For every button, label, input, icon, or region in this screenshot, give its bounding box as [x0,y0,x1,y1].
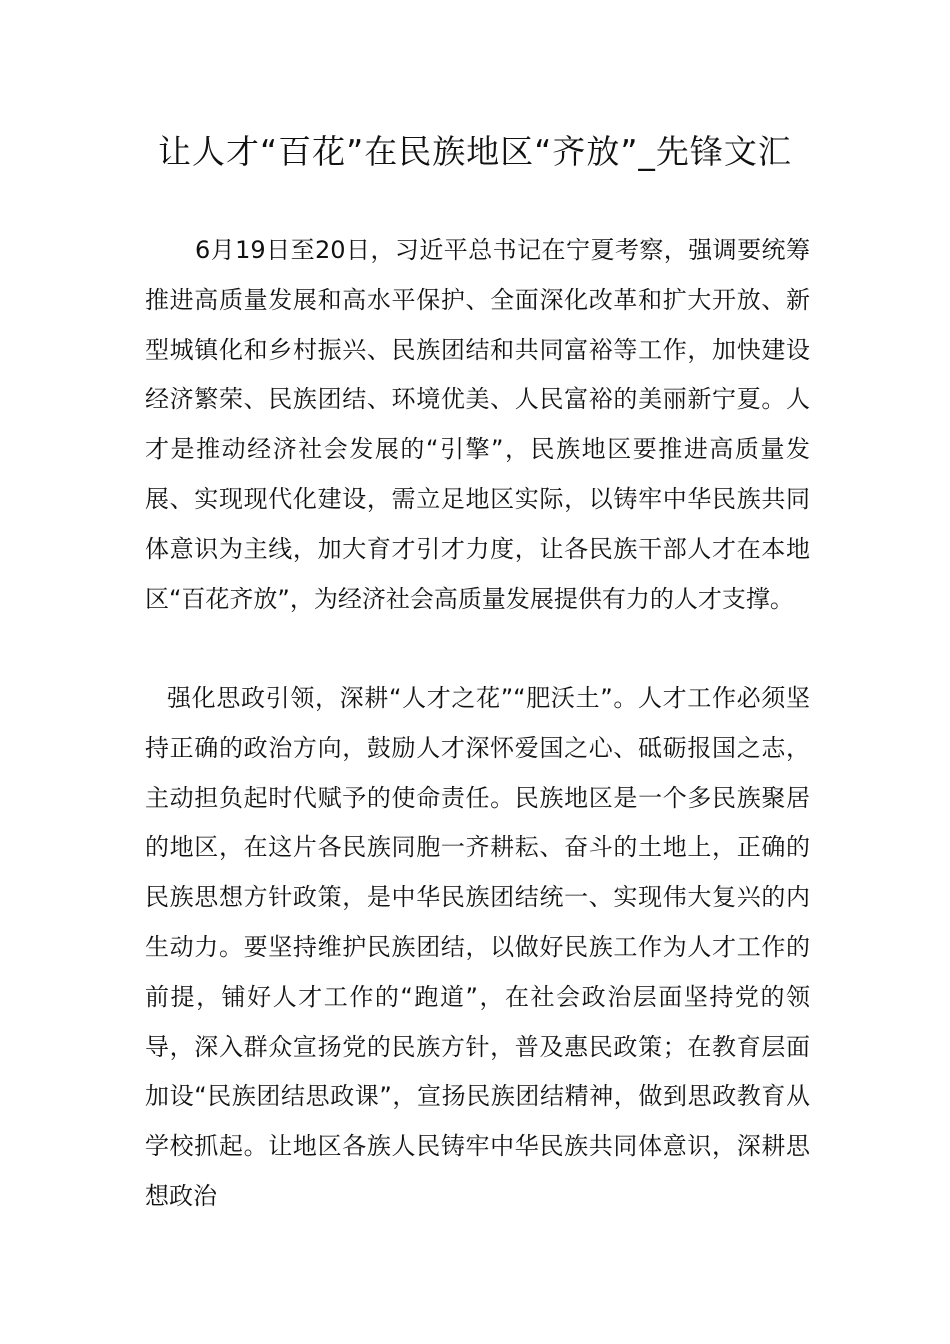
paragraph-1: 6月19日至20日，习近平总书记在宁夏考察，强调要统筹推进高质量发展和高水平保护、全面深化改革和扩大开放、新型城镇化和乡村振兴、民族团结和共同富裕等工作，加快建设经济繁荣、民族团结、环境优美、人民富裕的美丽新宁夏。人才是推动经济社会发展的“引擎”，民族地区要推进高质量发展、实现现代化建设，需立足地区实际，以铸牢中华民族共同体意识为主线，加大育才引才力度，让各民族干部人才在本地区“百花齐放”，为经济社会高质量发展提供有力的人才支撑。 [145,236,810,613]
document-title: 让人才“百花”在民族地区“齐放”_先锋文汇 [158,132,792,171]
paragraph-2: 强化思政引领，深耕“人才之花”“肥沃土”。人才工作必须坚持正确的政治方向，鼓励人才深怀爱国之心、砥砺报国之志，主动担负起时代赋予的使命责任。民族地区是一个多民族聚居的地区，在这片各民族同胞一齐耕耘、奋斗的土地上，正确的民族思想方针政策，是中华民族团结统一、实现伟大复兴的内生动力。要坚持维护民族团结，以做好民族工作为人才工作的前提，铺好人才工作的“跑道”，在社会政治层面坚持党的领导，深入群众宣扬党的民族方针，普及惠民政策；在教育层面加设“民族团结思政课”，宣扬民族团结精神，做到思政教育从学校抓起。让地区各族人民铸牢中华民族共同体意识，深耕思想政治 [145,684,810,1210]
